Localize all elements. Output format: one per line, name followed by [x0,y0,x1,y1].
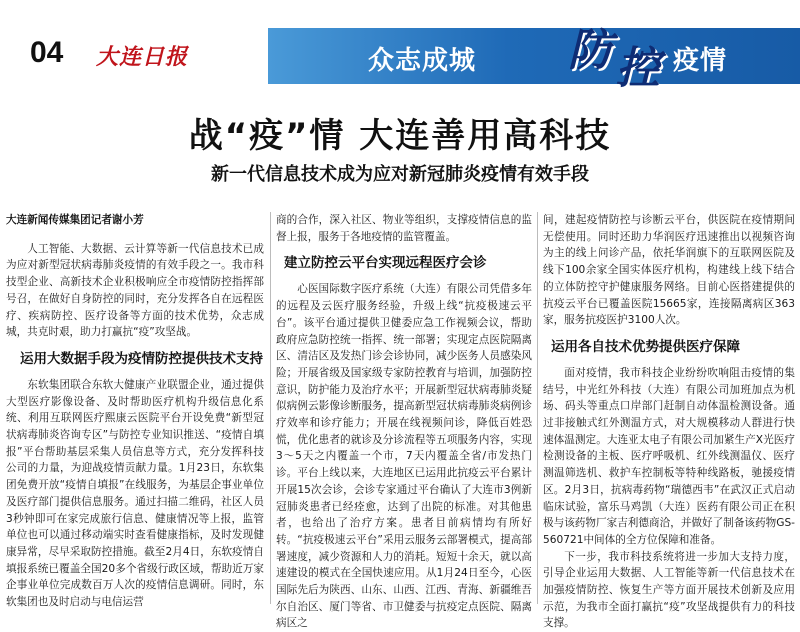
section-heading: 运用各自技术优势提供医疗保障 [551,338,740,355]
banner-text-right: 疫情 [673,46,728,76]
paragraph: 下一步，我市科技系统将进一步加大支持力度，引导企业运用大数据、人工智能等新一代信息技术在加强疫情防控、恢复生产等方面开展技术创新及应用示范，为我市全面打赢抗“疫”攻坚战提供有力的科技支撑。 [543,550,795,630]
page-number: 04 [30,36,64,69]
article-subhead: 新一代信息技术成为应对新冠肺炎疫情有效手段 [211,164,589,185]
article-headline: 战“疫”情 大连善用高科技 [188,116,612,156]
article-column-2 [276,212,532,630]
banner-text-left: 众志成城 [368,46,477,76]
article-column-1 [6,212,264,609]
paper-logo: 大连日报 [96,44,189,70]
column-divider [270,212,271,604]
article-column-3 [543,212,795,630]
byline: 大连新闻传媒集团记者谢小芳 [6,214,144,226]
paragraph: 面对疫情，我市科技企业纷纷吹响阻击疫情的集结号，中光红外科技（大连）有限公司加班加点为机场、码头等重点口岸部门赶制自动体温检测设备。通过非接触式红外测温方式，对大规模移动人群进行快速体温测定。大连亚太电子有限公司加紧生产X光医疗检测设备的主板、医疗呼吸机、红外线测温仪、医疗测温筛选机、救护车控制板等特种线路板，驰援疫情区。2月3日，抗病毒药物“瑞德西韦”在武汉正式启动临床试验，富乐马鸡凯（大连）医药有限公司正在积极与该药物厂家吉利德商洽，并做好了制备该药物GS-560721中间体的全方位保障和准备。 [543,366,795,546]
banner-big-char-2: 控 [616,43,660,94]
masthead [0,0,800,98]
paragraph: 商的合作，深入社区、物业等组织，支撑疫情信息的监督上报，服务于各地疫情的监管覆盖。 [276,214,532,243]
column-divider [537,212,538,604]
section-heading: 建立防控云平台实现远程医疗会诊 [284,255,487,272]
paragraph: 间，建起疫情防控与诊断云平台，供医院在疫情期间无偿使用。同时还助力华润医疗迅速推出以视频咨询为主的线上问诊产品，依托华润旗下的互联网医院及线下100余家全国实体医疗机构，构建线上线下结合的立体防控守护健康服务网络。目前心医搭建提供的抗疫云平台已覆盖医院15665家，连接隔离病区363家，服务抗疫医护3100人次。 [543,214,795,327]
section-heading: 运用大数据手段为疫情防控提供技术支持 [20,350,263,367]
section-banner [268,25,800,94]
paragraph: 人工智能、大数据、云计算等新一代信息技术已成为应对新型冠状病毒肺炎疫情的有效手段之一。我市科技型企业、高新技术企业积极响应全市疫情防控指挥部号召，在做好自身防控的同时，充分发挥各自在远程医疗、疾病防控、医疗设备等方面的技术优势，众志成城，共克时艰，助力打赢抗“疫”攻坚战。 [6,242,264,339]
banner-big-char-1: 防 [568,25,612,76]
paragraph: 心医国际数字医疗系统（大连）有限公司凭借多年的远程及云医疗服务经验，升级上线“抗疫极速云平台”。该平台通过提供卫健委应急工作视频会议，帮助政府应急防控统一指挥、统一部署；实现定点医院隔离区、清洁区及发热门诊会诊协同，减少医务人员感染风险；开展省级及国家级专家防控教育与培训，加强防控意识，防护能力及治疗水平；开展新型冠状病毒肺炎疑似病例云影像诊断服务，提高新型冠状病毒肺炎病例诊疗效率和诊疗能力；开展在线视频问诊，降低百姓恐慌，优化患者的就诊及分诊流程等五项服务内容，实现3～5天之内覆盖一个市，7天内覆盖全省/市发热门诊。平台上线以来，大连地区已运用此抗疫云平台累计开展15次会诊，会诊专家通过平台确认了大连市3例新冠肺炎患者已经痊愈，达到了出院的标准。对其他患者，也给出了治疗方案。患者目前病情均有所好转。“抗疫极速云平台”采用云服务云部署模式，提高部署速度，减少资源和人力的消耗。短短十余天，就以高速建设的模式在全国快速应用。从1月24日至今，心医国际先后为陕西、山东、山西、江西、青海、新疆维吾尔自治区、厦门等省、市卫健委与抗疫定点医院、隔离病区之 [276,283,532,630]
paragraph: 东软集团联合东软大健康产业联盟企业，通过提供大型医疗影像设备、及时帮助医疗机构升级信息化系统、利用互联网医疗熙康云医院平台开设免费“新型冠状病毒肺炎咨询专区”与防控专业知识推送、“疫情自填报”平台帮助基层采集人员信息等方式，充分发挥科技公司的力量，为迎战疫情贡献力量。1月23日，东软集团免费开放“疫情自填报”在线服务，为基层企事业单位及医疗部门提供信息服务。通过扫描二维码，社区人员3秒钟即可在家完成旅行信息、健康情况等上报，监管单位也可以通过移动端实时查看健康指标，及时发现健康异常，尽早采取防控措施。截至2月4日，东软疫情自填报系统已覆盖全国20多个省级行政区域，帮助近万家企事业单位完成数百万人次的疫情信息调研。同时，东软集团也及时启动与电信运营 [6,378,264,609]
